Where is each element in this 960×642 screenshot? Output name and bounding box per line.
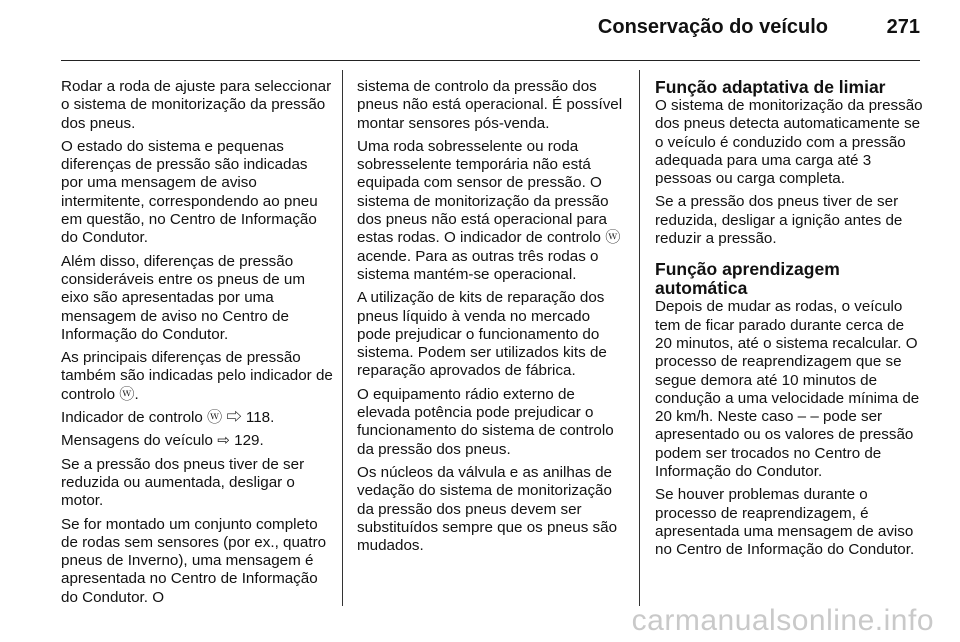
section-heading: Função adaptativa de limiar bbox=[655, 77, 886, 97]
column-divider bbox=[342, 70, 343, 606]
paragraph: sistema de controlo da pressão dos pneus não está operacional. É possível montar sensores pós-venda. bbox=[357, 78, 623, 132]
paragraph: As principais diferenças de pressão também são indicadas pelo indicador de controlo ⓦ. bbox=[61, 349, 333, 403]
paragraph: Se for montado um conjunto completo de rodas sem sensores (por ex., quatro pneus de Inverno), uma mensagem é apresentada no Centro de Informação do Condutor. O bbox=[61, 515, 327, 606]
paragraph: Se a pressão dos pneus tiver de ser reduzida ou aumentada, desligar o motor. bbox=[61, 455, 305, 510]
paragraph: O estado do sistema e pequenas diferenças de pressão são indicadas por uma mensagem de aviso intermitente, correspondendo ao pneu em questão, no Centro de Informação do Condutor. bbox=[61, 137, 318, 247]
cross-reference-indicator: Indicador de controlo ⓦ ⇨ 118. bbox=[61, 409, 275, 427]
section-title: Conservação do veículo bbox=[597, 16, 828, 38]
paragraph: O sistema de monitorização da pressão dos pneus detecta automaticamente se o veículo é conduzido com a pressão adequada para uma carga até 3 pessoas ou carga completa. bbox=[655, 97, 923, 188]
column-divider bbox=[639, 70, 640, 606]
column-2 bbox=[357, 78, 625, 560]
paragraph: Além disso, diferenças de pressão consideráveis entre os pneus de um eixo são apresentadas por uma mensagem de aviso no Centro de Informação do Condutor. bbox=[61, 252, 305, 343]
column-3 bbox=[655, 78, 925, 565]
paragraph: A utilização de kits de reparação dos pneus líquido à venda no mercado pode prejudicar o funcionamento do sistema. Podem ser utilizados kits de reparação aprovados de fábrica. bbox=[357, 289, 607, 380]
cross-reference-messages: Mensagens do veículo ⇨ 129. bbox=[61, 432, 264, 450]
paragraph: O equipamento rádio externo de elevada potência pode prejudicar o funcionamento do sistema de controlo da pressão dos pneus. bbox=[357, 385, 614, 458]
watermark: carmanualsonline.info bbox=[631, 604, 934, 637]
header-divider bbox=[61, 60, 920, 61]
paragraph: Uma roda sobresselente ou roda sobresselente temporária não está equipada com sensor de pressão. O sistema de monitorização da pressão dos pneus não está operacional para estas rodas. O indicador de controlo ⓦ acende. Para as outras três rodas o sistema mantém-se operacional. bbox=[357, 137, 621, 283]
column-1 bbox=[61, 78, 333, 612]
page-number: 271 bbox=[886, 16, 920, 38]
paragraph: Se houver problemas durante o processo de reaprendizagem, é apresentada uma mensagem de aviso no Centro de Informação do Condutor. bbox=[655, 486, 915, 559]
section-heading: Função aprendizagem automática bbox=[655, 259, 840, 299]
paragraph: Depois de mudar as rodas, o veículo tem de ficar parado durante cerca de 20 minutos, até o sistema recalcular. O processo de reaprendizagem que se segue demora até 10 minutos de condução a uma velocidade mínima de 20 km/h. Neste caso ‒ ‒ pode ser apresentado ou os valores de pressão podem ser trocados no Centro de Informação do Condutor. bbox=[655, 298, 920, 481]
paragraph: Rodar a roda de ajuste para seleccionar o sistema de monitorização da pressão dos pneus. bbox=[61, 78, 332, 132]
paragraph: Se a pressão dos pneus tiver de ser reduzida, desligar a ignição antes de reduzir a pressão. bbox=[655, 193, 903, 248]
paragraph: Os núcleos da válvula e as anilhas de vedação do sistema de monitorização da pressão dos pneus devem ser substituídos sempre que os pneus são mudados. bbox=[357, 463, 618, 555]
